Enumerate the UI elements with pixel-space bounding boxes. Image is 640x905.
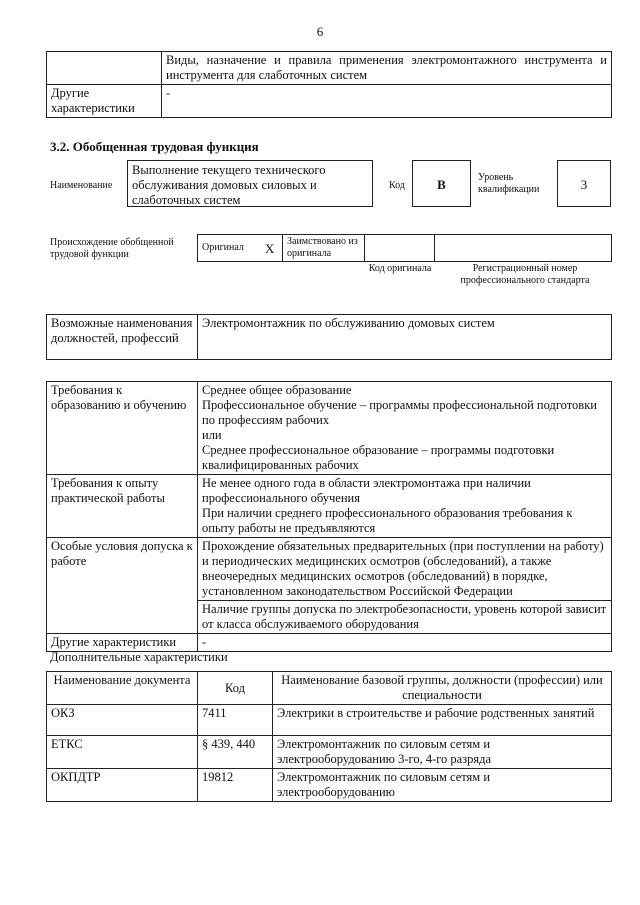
additional-cell-name: Электромонтажник по силовым сетям и электрооборудованию — [273, 769, 612, 802]
origin-table — [197, 234, 612, 262]
requirements-table — [46, 381, 612, 652]
additional-cell-code: § 439, 440 — [198, 736, 273, 769]
special-value-1: Прохождение обязательных предварительных (при поступлении на работу) и периодических медицинских осмотров (обследований), а также внеочередных медицинских осмотров (обследований) в порядке, установленном законодательством Российской Федерации — [198, 538, 612, 601]
gtf-code-label: Код — [389, 180, 405, 191]
origin-original-label: Оригинал — [198, 235, 258, 262]
additional-header-doc: Наименование документа — [47, 672, 198, 705]
page-number: 6 — [316, 24, 324, 39]
gtf-code-value: B — [412, 160, 471, 207]
gtf-name-label: Наименование — [50, 180, 113, 191]
origin-regnum-cell — [435, 235, 612, 262]
education-label: Требования к образованию и обучению — [47, 382, 198, 475]
other-value: - — [198, 634, 612, 652]
additional-cell-doc: ОКПДТР — [47, 769, 198, 802]
other-label: Другие характеристики — [47, 634, 198, 652]
additional-cell-doc: ОКЗ — [47, 705, 198, 736]
gtf-level-label: Уровень квалификации — [478, 172, 540, 195]
education-line: Среднее профессиональное образование – программы подготовки квалифицированных рабочих — [202, 443, 555, 472]
experience-label: Требования к опыту практической работы — [47, 475, 198, 538]
education-line: Профессиональное обучение – программы профессиональной подготовки по профессиям рабочих — [202, 398, 597, 427]
education-value — [198, 382, 612, 475]
additional-header-code: Код — [198, 672, 273, 705]
table-row — [47, 736, 612, 769]
origin-regnum-caption: Регистрационный номер профессионального стандарта — [460, 263, 590, 286]
top-table — [46, 51, 612, 118]
top-row1-value: Виды, назначение и правила применения электромонтажного инструмента и инструмента для слаботочных систем — [162, 52, 612, 85]
gtf-name-value: Выполнение текущего технического обслуживания домовых силовых и слаботочных систем — [127, 160, 373, 207]
additional-table — [46, 671, 612, 802]
additional-cell-code: 19812 — [198, 769, 273, 802]
additional-cell-code: 7411 — [198, 705, 273, 736]
positions-table — [46, 314, 612, 360]
top-row1-label — [47, 52, 162, 85]
education-line: или — [202, 428, 222, 442]
additional-cell-name: Электромонтажник по силовым сетям и электрооборудованию 3-го, 4-го разряда — [273, 736, 612, 769]
origin-original-mark: X — [258, 235, 283, 262]
additional-header-name: Наименование базовой группы, должности (профессии) или специальности — [273, 672, 612, 705]
special-label: Особые условия допуска к работе — [47, 538, 198, 634]
positions-label: Возможные наименования должностей, профессий — [47, 315, 198, 360]
education-line: Среднее общее образование — [202, 383, 352, 397]
origin-label: Происхождение обобщенной трудовой функции — [50, 237, 174, 260]
additional-cell-doc: ЕТКС — [47, 736, 198, 769]
additional-cell-name: Электрики в строительстве и рабочие родственных занятий — [273, 705, 612, 736]
special-value-2: Наличие группы допуска по электробезопасности, уровень которой зависит от класса обслуживаемого оборудования — [198, 601, 612, 634]
origin-code-caption: Код оригинала — [368, 263, 432, 274]
positions-value: Электромонтажник по обслуживанию домовых систем — [198, 315, 612, 360]
origin-code-cell — [365, 235, 435, 262]
top-row2-label: Другие характеристики — [47, 85, 162, 118]
table-row — [47, 769, 612, 802]
experience-value — [198, 475, 612, 538]
additional-title: Дополнительные характеристики — [50, 650, 228, 664]
section-title: 3.2. Обобщенная трудовая функция — [50, 139, 259, 154]
origin-borrowed-label: Заимствовано из оригинала — [283, 235, 365, 262]
experience-line: Не менее одного года в области электромонтажа при наличии профессионального обучения — [202, 476, 531, 505]
table-row — [47, 705, 612, 736]
experience-line: При наличии среднего профессионального образования требования к опыту работы не предъявляются — [202, 506, 573, 535]
top-row2-value: - — [162, 85, 612, 118]
gtf-level-value: 3 — [557, 160, 611, 207]
